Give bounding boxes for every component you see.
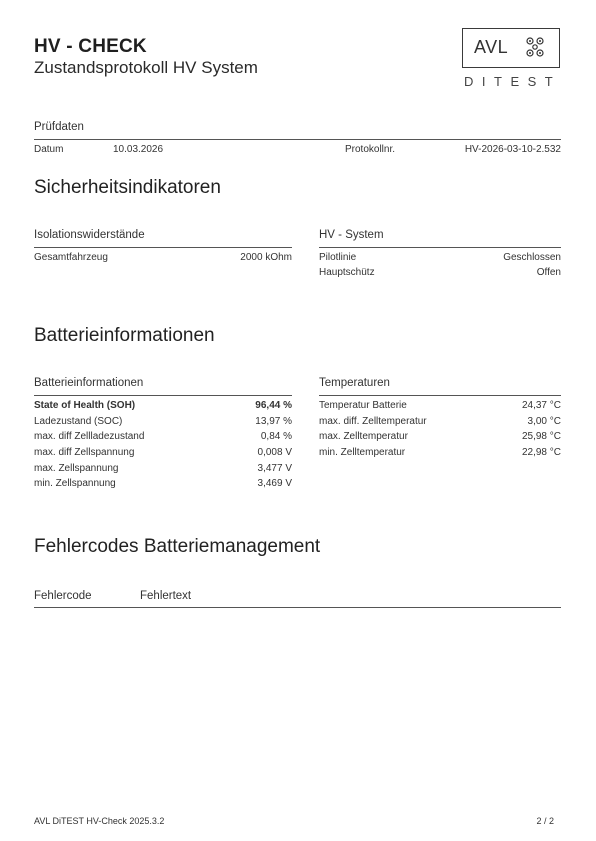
protokollnr-value: HV-2026-03-10-2.532 bbox=[464, 144, 561, 155]
logo-sub-text: DITEST bbox=[464, 74, 562, 89]
batterie-info-heading: Batterieinformationen bbox=[34, 377, 144, 389]
soh-label: State of Health (SOH) bbox=[34, 400, 136, 411]
hauptschuetz-label: Hauptschütz bbox=[319, 267, 375, 278]
footer-software-version: AVL DiTEST HV-Check 2025.3.2 bbox=[34, 816, 165, 826]
pilotlinie-value: Geschlossen bbox=[503, 252, 561, 263]
max-zellspannung-label: max. Zellspannung bbox=[34, 463, 119, 474]
document-title: HV - CHECK bbox=[34, 36, 147, 57]
isolation-heading: Isolationswiderstände bbox=[34, 229, 145, 241]
max-zelltemp-label: max. Zelltemperatur bbox=[319, 431, 408, 442]
protokollnr-label: Protokollnr. bbox=[345, 144, 396, 155]
avl-ditest-logo bbox=[462, 28, 562, 92]
max-zellspannung-value: 3,477 V bbox=[257, 463, 292, 474]
diff-zellladezustand-label: max. diff Zellladezustand bbox=[34, 431, 145, 442]
fehlercode-column-header: Fehlercode bbox=[34, 590, 92, 602]
footer-page-number: 2 / 2 bbox=[536, 816, 554, 826]
gesamtfahrzeug-label: Gesamtfahrzeug bbox=[34, 252, 108, 263]
logo-brand-text: AVL bbox=[474, 37, 509, 57]
temp-batterie-label: Temperatur Batterie bbox=[319, 400, 407, 411]
diff-zellladezustand-value: 0,84 % bbox=[260, 431, 292, 442]
batterie-heading: Batterieinformationen bbox=[34, 325, 215, 346]
datum-label: Datum bbox=[34, 144, 64, 155]
min-zellspannung-label: min. Zellspannung bbox=[34, 478, 116, 489]
batterie-info-rule bbox=[34, 395, 292, 396]
diff-zellspannung-label: max. diff Zellspannung bbox=[34, 447, 135, 458]
min-zelltemp-value: 22,98 °C bbox=[521, 447, 561, 458]
avl-symbol-icon bbox=[522, 35, 548, 61]
diff-zelltemp-label: max. diff. Zelltemperatur bbox=[319, 416, 427, 427]
isolation-rule bbox=[34, 247, 292, 248]
temp-batterie-value: 24,37 °C bbox=[521, 400, 561, 411]
soh-value: 96,44 % bbox=[255, 400, 292, 411]
pruefdaten-rule bbox=[34, 139, 561, 140]
document-subtitle: Zustandsprotokoll HV System bbox=[34, 58, 258, 77]
max-zelltemp-value: 25,98 °C bbox=[521, 431, 561, 442]
fehlercodes-rule bbox=[34, 607, 561, 608]
temperaturen-rule bbox=[319, 395, 561, 396]
fehlercodes-heading: Fehlercodes Batteriemanagement bbox=[34, 536, 321, 557]
min-zelltemp-label: min. Zelltemperatur bbox=[319, 447, 406, 458]
hv-system-rule bbox=[319, 247, 561, 248]
hauptschuetz-value: Offen bbox=[536, 267, 561, 278]
sicherheit-heading: Sicherheitsindikatoren bbox=[34, 177, 221, 198]
diff-zellspannung-value: 0,008 V bbox=[257, 447, 292, 458]
min-zellspannung-value: 3,469 V bbox=[257, 478, 292, 489]
pilotlinie-label: Pilotlinie bbox=[319, 252, 357, 263]
hv-system-heading: HV - System bbox=[319, 229, 384, 241]
diff-zelltemp-value: 3,00 °C bbox=[527, 416, 561, 427]
datum-value: 10.03.2026 bbox=[113, 144, 164, 155]
soc-value: 13,97 % bbox=[255, 416, 292, 427]
temperaturen-heading: Temperaturen bbox=[319, 377, 390, 389]
fehlertext-column-header: Fehlertext bbox=[140, 590, 192, 602]
soc-label: Ladezustand (SOC) bbox=[34, 416, 123, 427]
pruefdaten-heading: Prüfdaten bbox=[34, 121, 84, 133]
gesamtfahrzeug-value: 2000 kOhm bbox=[240, 252, 292, 263]
